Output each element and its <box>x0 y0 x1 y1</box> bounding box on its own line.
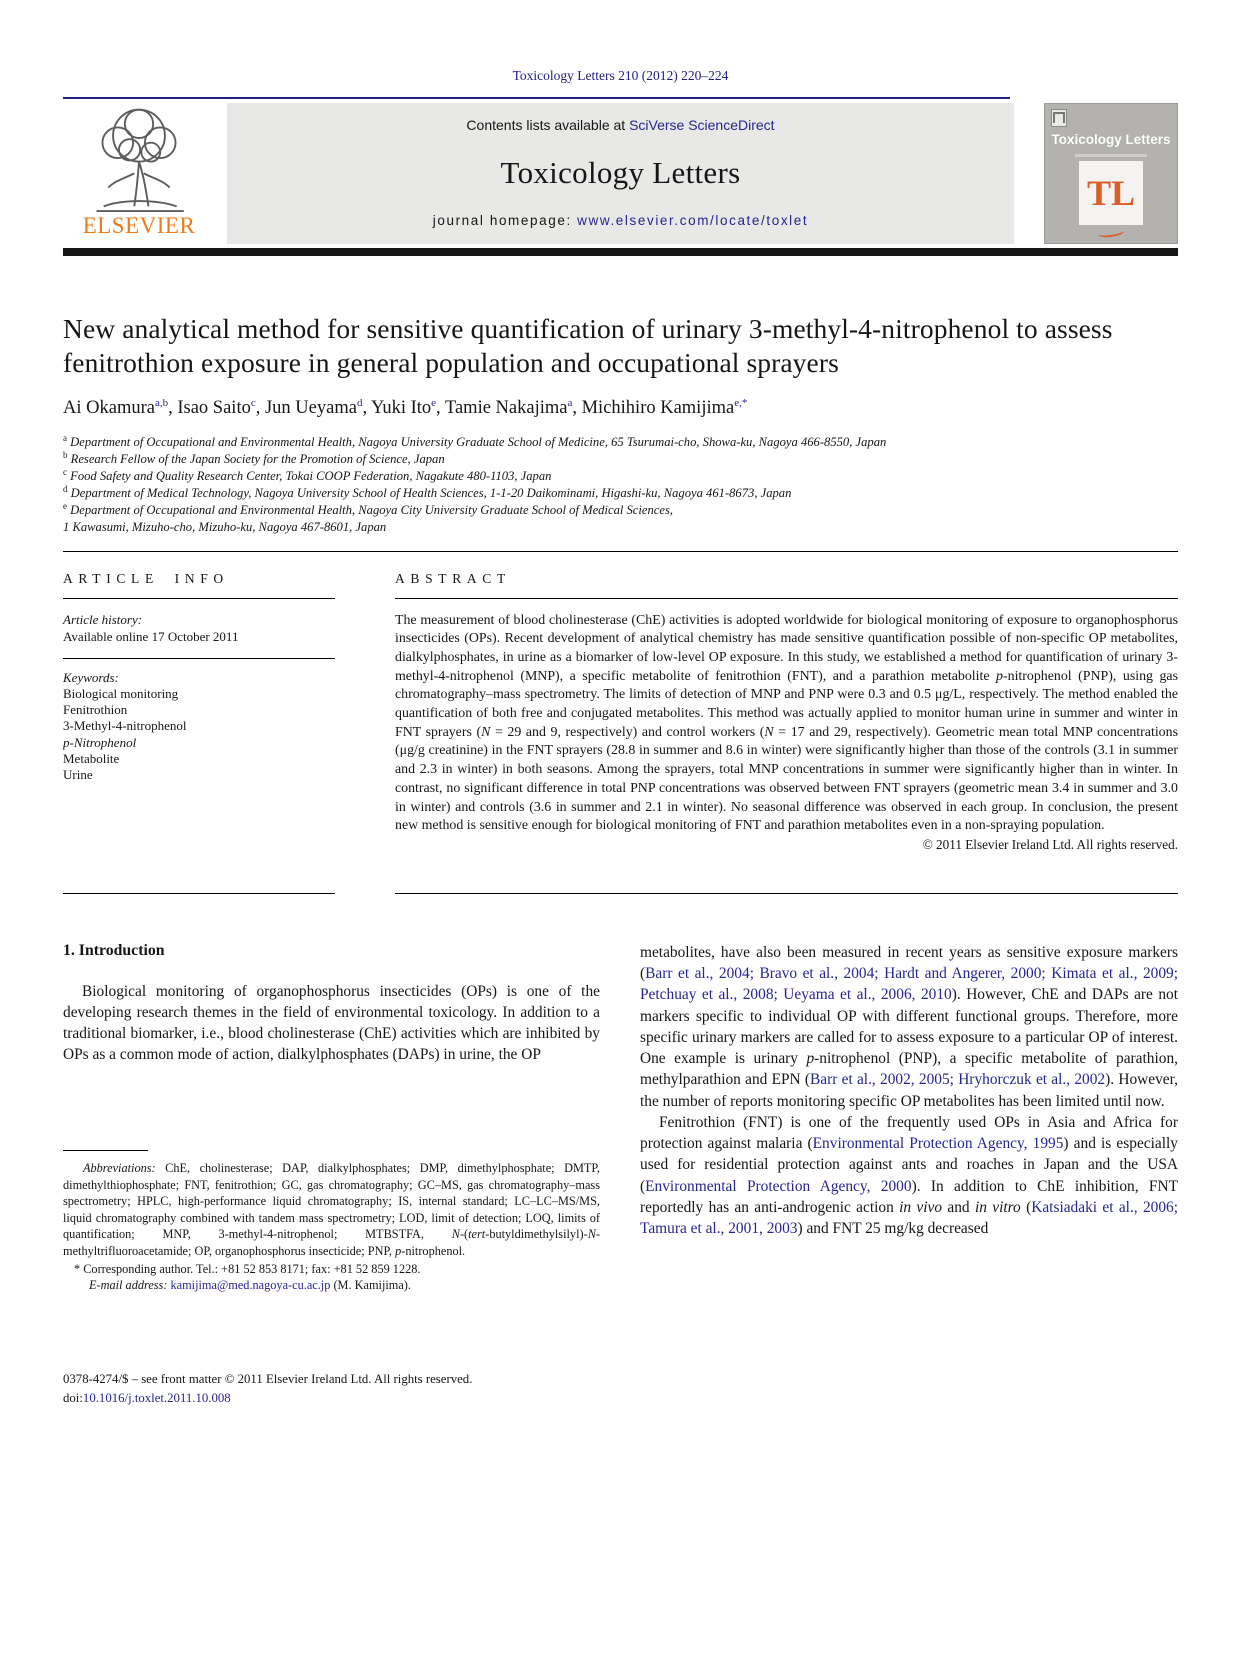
journal-cover-thumbnail[interactable] <box>1044 103 1178 244</box>
title-divider-rule <box>63 551 1178 552</box>
body-paragraph: Fenitrothion (FNT) is one of the frequently used OPs in Asia and Africa for protection against malaria (Environmental Protection Agency, 1995) and is especially used for residential protection against ants and roaches in Japan and the USA (Environmental Protection Agency, 2000). In addition to ChE inhibition, FNT reportedly has an anti-androgenic action in vivo and in vitro (Katsiadaki et al., 2006; Tamura et al., 2001, 2003) and FNT 25 mg/kg decreased <box>640 1113 1179 1238</box>
body-right-column <box>640 942 1178 1240</box>
link[interactable]: 10.1016/j.toxlet.2011.10.008 <box>82 1391 231 1406</box>
affiliation-line: $^b$ Research Fellow of the Japan Society for the Promotion of Science, Japan <box>63 449 445 466</box>
journal-header <box>63 103 1178 244</box>
affiliation-line: $^e$ Department of Occupational and Environmental Health, Nagoya City University Graduate School of Medical Sciences, <box>63 501 674 518</box>
issn-copyright-line: 0378-4274/$ – see front matter © 2011 Elsevier Ireland Ltd. All rights reserved. <box>63 1371 473 1386</box>
header-black-bar <box>63 248 1178 256</box>
link[interactable]: e,* <box>734 396 748 409</box>
link[interactable]: SciVerse ScienceDirect <box>629 117 775 133</box>
keyword-item: Metabolite <box>63 750 120 766</box>
affiliation-line: $^a$ Department of Occupational and Environmental Health, Nagoya University Graduate School of Medicine, 65 Tsurumai-cho, Showa-ku, Nagoya 466-8550, Japan <box>63 432 887 449</box>
link[interactable]: www.elsevier.com/locate/toxlet <box>577 213 809 228</box>
affiliation-line: 1 Kawasumi, Mizuho-cho, Mizuho-ku, Nagoya 467-8601, Japan <box>63 520 387 535</box>
cover-publisher-icon <box>1051 109 1067 127</box>
elsevier-logo[interactable] <box>63 103 215 244</box>
cover-monogram-box <box>1079 161 1143 225</box>
link[interactable]: c <box>250 396 256 409</box>
link[interactable]: a <box>567 396 573 409</box>
intro-paragraph: Biological monitoring of organophosphorus insecticides (OPs) is one of the developing research themes in the field of environmental toxicology. In addition to a traditional biomarker, i.e., blood cholinesterase (ChE) activities which are inhibited by OPs as a common mode of action, dialkylphosphates (DAPs) in urine, the OP <box>63 982 600 1064</box>
link[interactable]: a,b <box>154 396 169 409</box>
affiliation-line: $^d$ Department of Medical Technology, Nagoya University School of Health Sciences, 1-1-20 Daikominami, Higashi-ku, Nagoya 461-8673, Japan <box>63 483 792 501</box>
keywords-label: Keywords: <box>63 669 119 685</box>
article-info-column <box>63 571 335 894</box>
keyword-item: Fenitrothion <box>63 702 128 717</box>
keyword-item: p-Nitrophenol <box>63 734 137 750</box>
link[interactable]: Barr et al., 2004; Bravo et al., 2004; Hardt and Angerer, 2000; Kimata et al., 2009; Petchuay et al., 2008; Ueyama et al., 2006, 2010 <box>640 965 1178 1004</box>
link[interactable]: Environmental Protection Agency, 1995 <box>812 1135 1064 1153</box>
keyword-item: 3-Methyl-4-nitrophenol <box>63 718 187 734</box>
article-body <box>63 940 1178 1500</box>
front-matter-block <box>63 1370 600 1408</box>
body-left-column <box>63 940 600 1066</box>
elsevier-wordmark: ELSEVIER <box>82 213 196 238</box>
cover-signature-icon <box>1098 226 1125 239</box>
abstract-heading: ABSTRACT <box>395 571 1178 599</box>
article-title: New analytical method for sensitive quantification of urinary 3-methyl-4-nitrophenol to assess fenitrothion exposure in general population and occupational sprayers <box>63 313 1113 379</box>
authors-line: Ai Okamura$^{a,b}$, Isao Saito$^c$, Jun Ueyama$^d$, Yuki Ito$^e$, Tamie Nakajima$^a$, Michihiro Kamijima$^{e,*}$ <box>63 396 748 418</box>
journal-citation: Toxicology Letters 210 (2012) 220–224 <box>512 68 729 83</box>
article-info-divider <box>63 658 335 659</box>
article-history-label: Article history: <box>63 611 143 627</box>
link[interactable]: Katsiadaki et al., 2006; Tamura et al., 2001, 2003 <box>640 1198 1179 1238</box>
section-heading-introduction: 1. Introduction <box>63 941 165 959</box>
journal-title: Toxicology Letters <box>500 155 741 190</box>
header-top-rule <box>63 97 1010 99</box>
doi-line: doi:10.1016/j.toxlet.2011.10.008 <box>63 1391 231 1406</box>
abstract-copyright: © 2011 Elsevier Ireland Ltd. All rights reserved. <box>922 836 1178 852</box>
abstract-text: The measurement of blood cholinesterase (ChE) activities is adopted worldwide for biological monitoring of exposure to organophosphorus insecticides (OPs). Recent development of analytical chemistry has made sensitive quantification possible of non-specific OP metabolites, dialkylphosphates, in urine as a biomarker of low-level OP exposure. In this study, we established a method for quantification of urinary 3-methyl-4-nitrophenol (MNP), a specific metabolite of fenitrothion (FNT), and a parathion metabolite p-nitrophenol (PNP), using gas chromatography–mass spectrometry. The limits of detection of MNP and PNP were 0.3 and 0.5 μg/L, respectively. The method enabled the quantification of both free and conjugated metabolites. This method was actually applied to monitor human urine in summer and winter in FNT sprayers (N = 29 and 9, respectively) and control workers (N = 17 and 29, respectively). Geometric mean total MNP concentrations (μg/g creatinine) in the FNT sprayers (28.8 in summer and 8.6 in winter) were significantly higher than those of the controls (3.1 in summer and 2.3 in winter) in both seasons. Among the sprayers, total MNP concentrations in summer were significantly higher than in winter. In contrast, no significant difference in total PNP concentrations was observed between FNT sprayers (geometric mean 3.4 in summer and 3.0 in winter) and controls (3.6 in summer and 2.1 in winter). No seasonal difference was observed in each group. In conclusion, the present new method is sensitive enough for biological monitoring of FNT and parathion metabolites even in a non-spraying population. <box>395 612 1178 834</box>
contents-line: Contents lists available at SciVerse ScienceDirect <box>466 117 775 133</box>
keyword-item: Urine <box>63 767 93 782</box>
footnote-abbreviations: Abbreviations: ChE, cholinesterase; DAP, dialkylphosphates; DMP, dimethylphosphate; DMTP, dimethylthiophosphate; FNT, fenitrothion; GC, gas chromatography; GC–MS, gas chromatography–mass spectrometry; HPLC, high-performance liquid chromatography; IS, internal standard; LC–LC–MS/MS, liquid chromatography combined with tandem mass spectrometry; LOD, limit of detection; LOQ, limits of quantification; MNP, 3-methyl-4-nitrophenol; MTBSTFA, N-(tert-butyldimethylsilyl)-N-methyltrifluoroacetamide; OP, organophosphorus insecticide; PNP, p-nitrophenol. <box>63 1160 600 1258</box>
footnote-block <box>63 1150 600 1294</box>
article-info-heading: ARTICLE INFO <box>63 571 335 599</box>
body-paragraph: metabolites, have also been measured in recent years as sensitive exposure markers (Barr et al., 2004; Bravo et al., 2004; Hardt and Angerer, 2000; Kimata et al., 2009; Petchuay et al., 2008; Ueyama et al., 2006, 2010). However, ChE and DAPs are not markers specific to individual OP with different functional groups. Therefore, more specific urinary markers are called for to assess exposure to a particular OP of interest. One example is urinary p-nitrophenol (PNP), a specific metabolite of parathion, methylparathion and EPN (Barr et al., 2002, 2005; Hryhorczuk et al., 2002). However, the number of reports monitoring specific OP metabolites has been limited until now. <box>640 943 1178 1110</box>
link[interactable]: Environmental Protection Agency, 2000 <box>645 1177 912 1195</box>
cover-title: Toxicology Letters <box>1051 132 1171 147</box>
link[interactable]: Barr et al., 2002, 2005; Hryhorczuk et al., 2002 <box>810 1071 1106 1089</box>
journal-homepage-line: journal homepage: www.elsevier.com/locate/toxlet <box>432 213 809 228</box>
footnote-rule <box>63 1150 148 1151</box>
keyword-item: Biological monitoring <box>63 685 179 701</box>
corresponding-author-note: * Corresponding author. Tel.: +81 52 853 8171; fax: +81 52 859 1228. <box>74 1261 421 1276</box>
article-history-value: Available online 17 October 2011 <box>63 628 239 644</box>
affiliation-line: $^c$ Food Safety and Quality Research Center, Tokai COOP Federation, Nagakute 480-1103, Japan <box>63 466 552 483</box>
link[interactable]: d <box>356 396 363 409</box>
elsevier-tree-icon <box>63 105 215 217</box>
email-address-line: E-mail address: kamijima@med.nagoya-cu.ac.jp (M. Kamijima). <box>89 1278 411 1293</box>
link[interactable]: kamijima@med.nagoya-cu.ac.jp <box>170 1278 331 1293</box>
affiliations <box>63 434 1178 537</box>
journal-banner <box>227 103 1014 244</box>
cover-tl-monogram: TL <box>1086 173 1136 214</box>
cover-divider <box>1075 154 1147 157</box>
info-abstract-section <box>63 571 1178 894</box>
abstract-column <box>395 571 1178 894</box>
link[interactable]: e <box>431 396 437 409</box>
